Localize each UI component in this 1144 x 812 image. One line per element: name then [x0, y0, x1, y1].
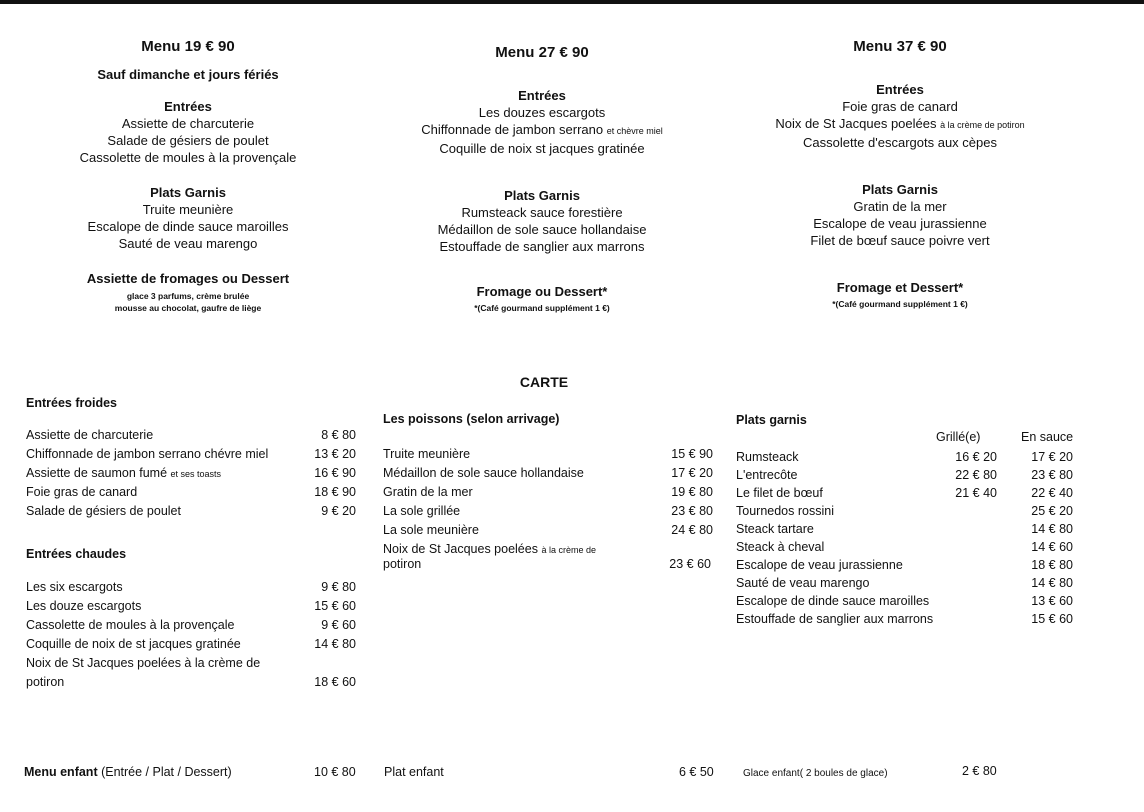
menu-item: Escalope de veau jurassienne [813, 216, 987, 231]
section-title: Entrées chaudes [26, 547, 127, 561]
price-row [383, 521, 723, 540]
carte-poissons [383, 412, 723, 572]
price-row [383, 542, 723, 557]
dish-price: 16 € 90 [314, 466, 356, 480]
dish-name: Tournedos rossini [736, 504, 834, 518]
entrees-title: Entrées [164, 99, 212, 114]
menu-19-90 [66, 38, 310, 330]
menu-item: Cassolette de moules à la provençale [79, 150, 297, 165]
dish-price: 18 € 90 [314, 485, 356, 499]
menu-item: Cassolette d'escargots aux cèpes [803, 135, 997, 150]
plats-title: Plats Garnis [504, 188, 580, 203]
price-row [26, 673, 366, 692]
price-grille: 21 € 40 [955, 486, 997, 500]
dish-name: Assiette de charcuterie [26, 428, 154, 442]
final-title: Fromage et Dessert* [836, 280, 964, 295]
dish-name: Gratin de la mer [383, 485, 473, 499]
dish-name: Estouffade de sanglier aux marrons [736, 612, 934, 626]
price-sauce: 13 € 60 [1031, 594, 1073, 608]
menu-item-name: Noix de St Jacques poelées [775, 116, 937, 131]
dish-name: Truite meunière [383, 447, 471, 461]
price-row [26, 464, 366, 483]
dish-price: 19 € 80 [671, 485, 713, 499]
price-sauce: 14 € 80 [1031, 522, 1073, 536]
price-sauce: 15 € 60 [1031, 612, 1073, 626]
price-row [383, 464, 723, 483]
price-row [26, 616, 366, 635]
dish-price: 13 € 20 [314, 447, 356, 461]
dish-name: Escalope de veau jurassienne [736, 558, 903, 572]
menu-enfant-detail: (Entrée / Plat / Dessert) [97, 765, 232, 779]
entrees-title: Entrées [876, 82, 924, 97]
dish-name: Noix de St Jacques poelées à la crème de [26, 656, 261, 670]
dish-price: 23 € 80 [671, 504, 713, 518]
menu-item: Médaillon de sole sauce hollandaise [437, 222, 647, 237]
dish-name-cont: potiron [26, 675, 65, 689]
price-sauce: 25 € 20 [1031, 504, 1073, 518]
menu-item: Filet de bœuf sauce poivre vert [810, 233, 990, 248]
menu-item: Truite meunière [142, 202, 234, 217]
price-grille: 22 € 80 [955, 468, 997, 482]
price-sauce: 23 € 80 [1031, 468, 1073, 482]
price-row [26, 597, 366, 616]
menu-final [758, 279, 1042, 310]
dish-name: Coquille de noix de st jacques gratinée [26, 637, 241, 651]
dish-name: Le filet de bœuf [736, 486, 823, 500]
price-row [26, 483, 366, 502]
menu-plats [758, 181, 1042, 249]
dish-price: 15 € 60 [314, 599, 356, 613]
dish-price: 9 € 80 [321, 580, 356, 594]
dish-price: 14 € 80 [314, 637, 356, 651]
price-row [383, 557, 723, 572]
price-row [26, 635, 366, 654]
price-grille: 16 € 20 [955, 450, 997, 464]
price-row [736, 592, 1081, 610]
entrees-title: Entrées [518, 88, 566, 103]
price-row [736, 502, 1081, 520]
dish-name: Cassolette de moules à la provençale [26, 618, 235, 632]
menu-37-90 [758, 38, 1042, 326]
menu-plats [66, 184, 310, 252]
dish-name: Steack à cheval [736, 540, 825, 554]
dish-price: 8 € 80 [321, 428, 356, 442]
menu-item: Estouffade de sanglier aux marrons [439, 239, 645, 254]
price-sauce: 18 € 80 [1031, 558, 1073, 572]
glace-enfant-price: 2 € 80 [962, 764, 997, 778]
final-note: *(Café gourmand supplément 1 €) [474, 303, 610, 313]
price-row [736, 556, 1081, 574]
menu-title: Menu 19 € 90 [141, 38, 235, 55]
price-row [26, 426, 366, 445]
glace-enfant-label: Glace enfant( 2 boules de glace) [743, 768, 888, 779]
price-row [736, 448, 1081, 466]
dish-name: Steack tartare [736, 522, 814, 536]
menu-item [758, 115, 1042, 134]
dish-name: Noix de St Jacques poelées [383, 542, 538, 556]
carte-title: CARTE [519, 374, 569, 390]
dish-price: 18 € 60 [314, 675, 356, 689]
menu-title: Menu 27 € 90 [495, 44, 589, 61]
dish-name: L'entrecôte [736, 468, 798, 482]
price-sauce: 22 € 40 [1031, 486, 1073, 500]
price-row [26, 654, 366, 673]
dish-suffix: et ses toasts [170, 469, 222, 479]
price-row [736, 610, 1081, 628]
final-note: glace 3 parfums, crème brulée [126, 291, 250, 301]
dish-name: Foie gras de canard [26, 485, 138, 499]
price-sauce: 17 € 20 [1031, 450, 1073, 464]
price-sauce: 14 € 60 [1031, 540, 1073, 554]
dish-price: 24 € 80 [671, 523, 713, 537]
dish-price: 23 € 60 [669, 557, 711, 571]
dish-name: La sole grillée [383, 504, 461, 518]
menu-item-suffix: à la crème de potiron [940, 120, 1025, 130]
final-note: *(Café gourmand supplément 1 €) [832, 299, 968, 309]
dish-name: Médaillon de sole sauce hollandaise [383, 466, 584, 480]
plats-title: Plats Garnis [150, 185, 226, 200]
dish-name: Salade de gésiers de poulet [26, 504, 181, 518]
carte-entrees [26, 396, 366, 692]
price-row [26, 578, 366, 597]
dish-name: Les six escargots [26, 580, 123, 594]
menu-27-90 [402, 44, 682, 330]
menu-item: Les douzes escargots [478, 105, 606, 120]
carte-plats-garnis [736, 413, 1081, 628]
menu-item: Salade de gésiers de poulet [107, 133, 269, 148]
dish-name: Chiffonnade de jambon serrano chévre miel [26, 447, 269, 461]
price-row [383, 502, 723, 521]
menu-plats [402, 187, 682, 255]
plat-enfant-price: 6 € 50 [679, 765, 714, 779]
dish-price: 17 € 20 [671, 466, 713, 480]
menu-entrees [758, 81, 1042, 151]
menu-item: Foie gras de canard [842, 99, 958, 114]
menu-entrees [402, 87, 682, 157]
dish-name: Les douze escargots [26, 599, 142, 613]
menu-item: Rumsteack sauce forestière [461, 205, 623, 220]
price-row [383, 483, 723, 502]
menu-enfant [24, 765, 232, 779]
menu-item: Gratin de la mer [853, 199, 947, 214]
menu-item [402, 121, 682, 140]
header-grille: Grillé(e) [936, 430, 981, 444]
menu-final [66, 270, 310, 314]
menu-item-name: Chiffonnade de jambon serrano [421, 122, 604, 137]
dish-name-cont: potiron [383, 557, 422, 571]
menu-item: Coquille de noix st jacques gratinée [439, 141, 645, 156]
menu-item-suffix: et chèvre miel [606, 126, 663, 136]
menu-enfant-label: Menu enfant [24, 765, 98, 779]
price-row [736, 466, 1081, 484]
dish-price: 15 € 90 [671, 447, 713, 461]
dish-price: 9 € 20 [321, 504, 356, 518]
menu-item: Escalope de dinde sauce maroilles [87, 219, 289, 234]
dish-name: Rumsteack [736, 450, 799, 464]
plats-title: Plats Garnis [862, 182, 938, 197]
price-row [26, 502, 366, 521]
dish-suffix: à la crème de [541, 545, 596, 555]
section-title: Entrées froides [26, 396, 118, 410]
price-row [736, 484, 1081, 502]
final-note: mousse au chocolat, gaufre de liège [114, 303, 262, 313]
plat-enfant-label: Plat enfant [384, 765, 444, 779]
dish-name: Escalope de dinde sauce maroilles [736, 594, 930, 608]
final-title: Fromage ou Dessert* [476, 284, 608, 299]
menu-entrees [66, 98, 310, 166]
final-title: Assiette de fromages ou Dessert [86, 271, 290, 286]
top-border [0, 0, 1144, 4]
dish-name: Sauté de veau marengo [736, 576, 870, 590]
price-sauce: 14 € 80 [1031, 576, 1073, 590]
menu-final [402, 283, 682, 314]
price-row [383, 445, 723, 464]
dish-name: La sole meunière [383, 523, 479, 537]
section-title: Plats garnis [736, 413, 807, 427]
header-sauce: En sauce [1021, 430, 1074, 444]
price-column-headers [736, 430, 1081, 448]
menu-title: Menu 37 € 90 [853, 38, 947, 55]
menu-enfant-price: 10 € 80 [314, 765, 356, 779]
menu-item: Assiette de charcuterie [121, 116, 255, 131]
dish-name-wrap [26, 464, 221, 484]
price-row [736, 520, 1081, 538]
section-title: Les poissons (selon arrivage) [383, 412, 560, 426]
price-row [736, 538, 1081, 556]
price-row [26, 445, 366, 464]
menu-item: Sauté de veau marengo [118, 236, 258, 251]
dish-price: 9 € 60 [321, 618, 356, 632]
menu-subtitle: Sauf dimanche et jours fériés [97, 67, 279, 82]
price-row [736, 574, 1081, 592]
dish-name: Assiette de saumon fumé [26, 466, 168, 480]
dish-name-wrap [383, 542, 596, 558]
